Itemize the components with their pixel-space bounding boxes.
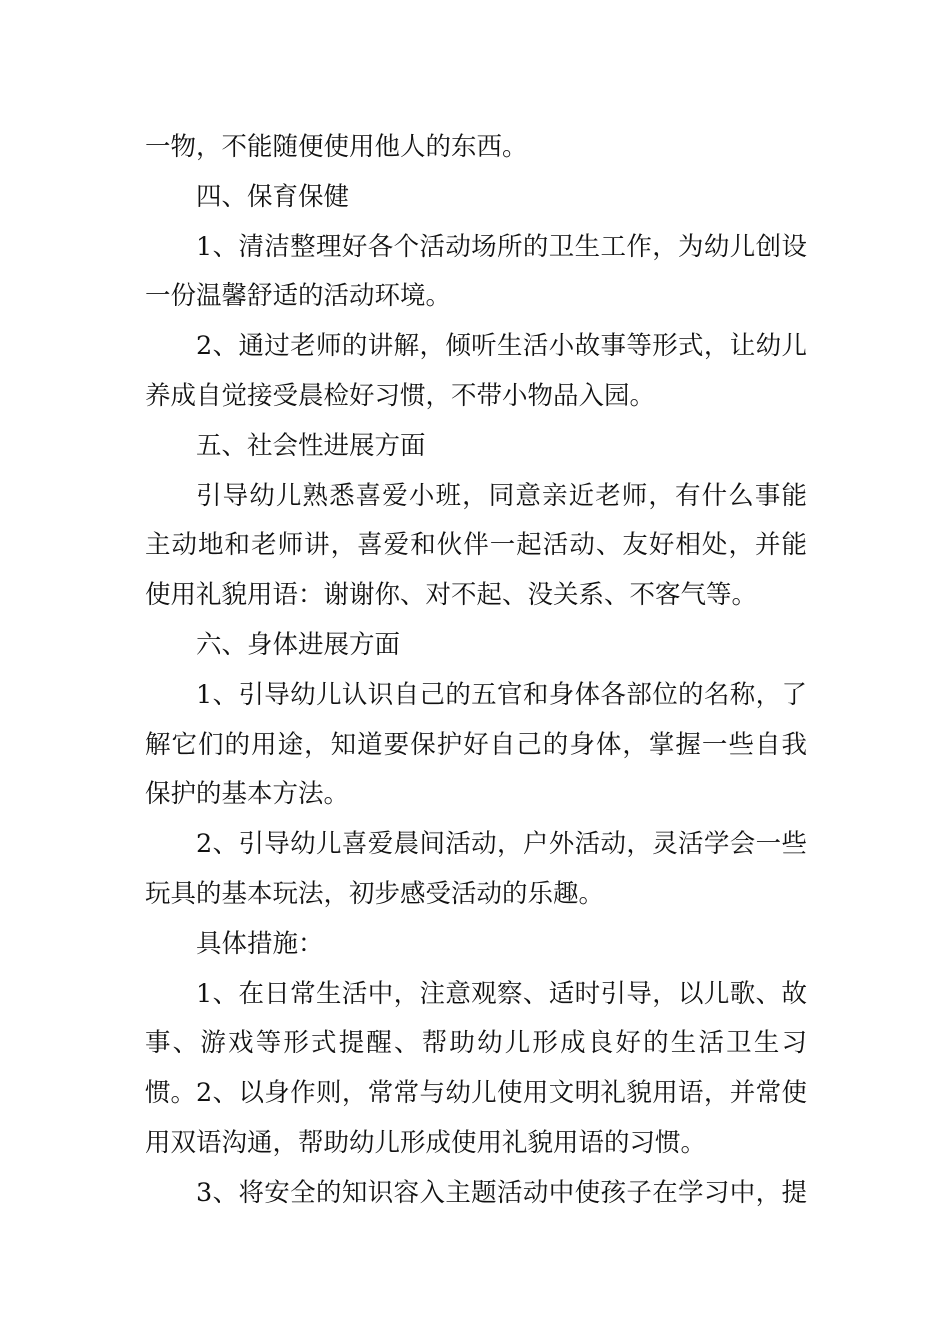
text-line: 2、引导幼儿喜爱晨间活动，户外活动，灵活学会一些 bbox=[196, 829, 807, 860]
text-line: 保护的基本方法。 bbox=[145, 779, 350, 810]
paragraph bbox=[145, 820, 807, 920]
text-line: 解它们的用途，知道要保护好自己的身体，掌握一些自我 bbox=[145, 729, 807, 760]
document-body bbox=[145, 123, 807, 1219]
text-line: 1、在日常生活中，注意观察、适时引导，以儿歌、故 bbox=[196, 978, 807, 1009]
paragraph bbox=[145, 920, 807, 970]
paragraph bbox=[145, 621, 807, 671]
text-line: 一份温馨舒适的活动环境。 bbox=[145, 281, 452, 312]
paragraph bbox=[145, 322, 807, 422]
paragraph bbox=[145, 1169, 807, 1219]
text-line: 一物，不能随便使用他人的东西。 bbox=[145, 132, 528, 162]
text-line: 六、身体进展方面 bbox=[196, 629, 401, 660]
text-line: 四、保育保健 bbox=[196, 181, 350, 212]
paragraph bbox=[145, 1069, 807, 1169]
text-line: 事、游戏等形式提醒、帮助幼儿形成良好的生活卫生习惯。 bbox=[145, 1028, 807, 1109]
text-line: 用双语沟通，帮助幼儿形成使用礼貌用语的习惯。 bbox=[145, 1127, 707, 1158]
paragraph bbox=[145, 472, 807, 621]
text-line: 3、将安全的知识容入主题活动中使孩子在学习中，提 bbox=[196, 1177, 807, 1208]
text-line: 2、以身作则，常常与幼儿使用文明礼貌用语，并常使 bbox=[196, 1078, 807, 1109]
text-line: 引导幼儿熟悉喜爱小班，同意亲近老师，有什么事能 bbox=[196, 480, 807, 511]
text-line: 主动地和老师讲，喜爱和伙伴一起活动、友好相处，并能 bbox=[145, 530, 807, 561]
paragraph bbox=[145, 671, 807, 820]
text-line: 五、社会性进展方面 bbox=[196, 430, 426, 461]
paragraph bbox=[145, 422, 807, 472]
text-line: 玩具的基本玩法，初步感受活动的乐趣。 bbox=[145, 878, 605, 909]
text-line: 养成自觉接受晨检好习惯，不带小物品入园。 bbox=[145, 380, 656, 411]
paragraph bbox=[145, 223, 807, 323]
text-line: 2、通过老师的讲解，倾听生活小故事等形式，让幼儿 bbox=[196, 331, 807, 362]
paragraph bbox=[145, 173, 807, 223]
text-line: 1、清洁整理好各个活动场所的卫生工作，为幼儿创设 bbox=[196, 231, 807, 262]
text-line: 具体措施： bbox=[196, 928, 324, 959]
text-line: 1、引导幼儿认识自己的五官和身体各部位的名称，了 bbox=[196, 679, 807, 710]
text-line: 使用礼貌用语：谢谢你、对不起、没关系、不客气等。 bbox=[145, 580, 758, 611]
paragraph bbox=[145, 123, 807, 173]
